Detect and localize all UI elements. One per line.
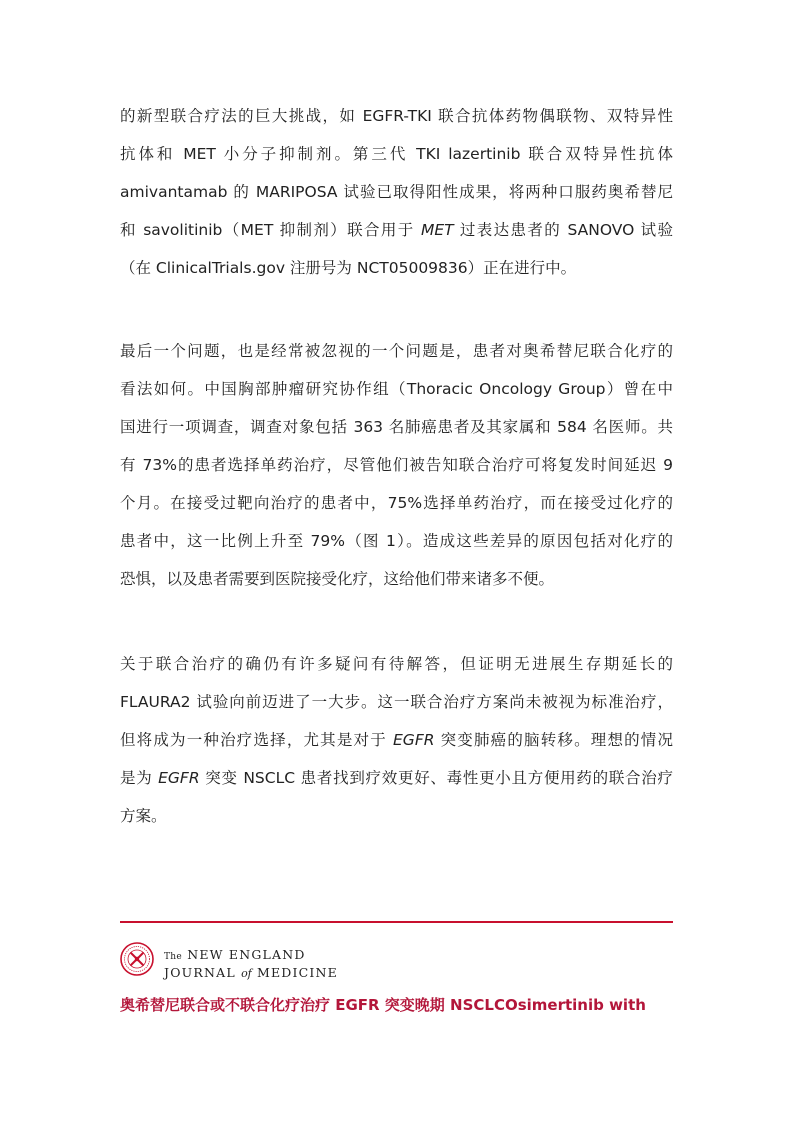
paragraph-1 xyxy=(120,97,673,287)
text-line xyxy=(120,211,673,249)
text-line: 关于联合治疗的确仍有许多疑问有待解答，但证明无进展生存期延长的 xyxy=(120,655,673,673)
journal-name-part: JOURNAL xyxy=(164,965,236,980)
journal-name-line-2 xyxy=(164,965,338,981)
text-line: 国进行一项调查，调查对象包括 363 名肺癌患者及其家属和 584 名医师。共 xyxy=(120,418,673,436)
text-segment: 是为 xyxy=(120,769,159,787)
text-line: amivantamab 的 MARIPOSA 试验已取得阳性成果，将两种口服药奥希替尼 xyxy=(120,183,673,201)
journal-name-part: MEDICINE xyxy=(256,965,339,980)
journal-name-line-1 xyxy=(164,947,338,965)
text-line: 最后一个问题，也是经常被忽视的一个问题是，患者对奥希替尼联合化疗的 xyxy=(120,342,673,360)
gene-name-italic: MET xyxy=(420,221,454,239)
text-segment: 突变肺癌的脑转移。理想的情况 xyxy=(434,731,673,749)
nejm-seal-icon xyxy=(120,942,154,976)
gene-name-italic: EGFR xyxy=(158,769,200,787)
text-line: 患者中，这一比例上升至 79%（图 1）。造成这些差异的原因包括对化疗的 xyxy=(120,532,673,550)
text-segment: 突变 NSCLC 患者找到疗效更好、毒性更小且方便用药的联合治疗 xyxy=(199,769,673,787)
text-segment: 和 savolitinib（MET 抑制剂）联合用于 xyxy=(120,221,421,239)
article-title-link[interactable]: 奥希替尼联合或不联合化疗治疗 EGFR 突变晚期 NSCLCOsimertinib with xyxy=(120,996,646,1014)
journal-the: The xyxy=(164,952,183,962)
text-line: 的新型联合疗法的巨大挑战，如 EGFR-TKI 联合抗体药物偶联物、双特异性 xyxy=(120,107,673,125)
text-segment: 过表达患者的 SANOVO 试验 xyxy=(453,221,673,239)
journal-name-part: NEW ENGLAND xyxy=(187,947,306,962)
text-line: FLAURA2 试验向前迈进了一大步。这一联合治疗方案尚未被视为标准治疗， xyxy=(120,693,673,711)
footer-divider xyxy=(120,921,673,923)
text-line: 有 73%的患者选择单药治疗，尽管他们被告知联合治疗可将复发时间延迟 9 xyxy=(120,456,673,474)
paragraph-3 xyxy=(120,645,673,835)
journal-of: of xyxy=(241,967,252,980)
gene-name-italic: EGFR xyxy=(393,731,435,749)
text-line: 方案。 xyxy=(120,807,167,825)
text-line xyxy=(120,759,673,797)
paragraph-2 xyxy=(120,332,673,598)
text-line xyxy=(120,721,673,759)
journal-logo xyxy=(120,942,420,982)
text-line: 个月。在接受过靶向治疗的患者中，75%选择单药治疗，而在接受过化疗的 xyxy=(120,494,673,512)
journal-name xyxy=(164,947,338,981)
text-line: 恐惧，以及患者需要到医院接受化疗，这给他们带来诸多不便。 xyxy=(120,570,555,588)
text-segment: 但将成为一种治疗选择，尤其是对于 xyxy=(120,731,394,749)
text-line: （在 ClinicalTrials.gov 注册号为 NCT05009836）正在进行中。 xyxy=(120,259,577,277)
text-line: 抗体和 MET 小分子抑制剂。第三代 TKI lazertinib 联合双特异性抗体 xyxy=(120,145,673,163)
text-line: 看法如何。中国胸部肿瘤研究协作组（Thoracic Oncology Group）曾在中 xyxy=(120,380,673,398)
